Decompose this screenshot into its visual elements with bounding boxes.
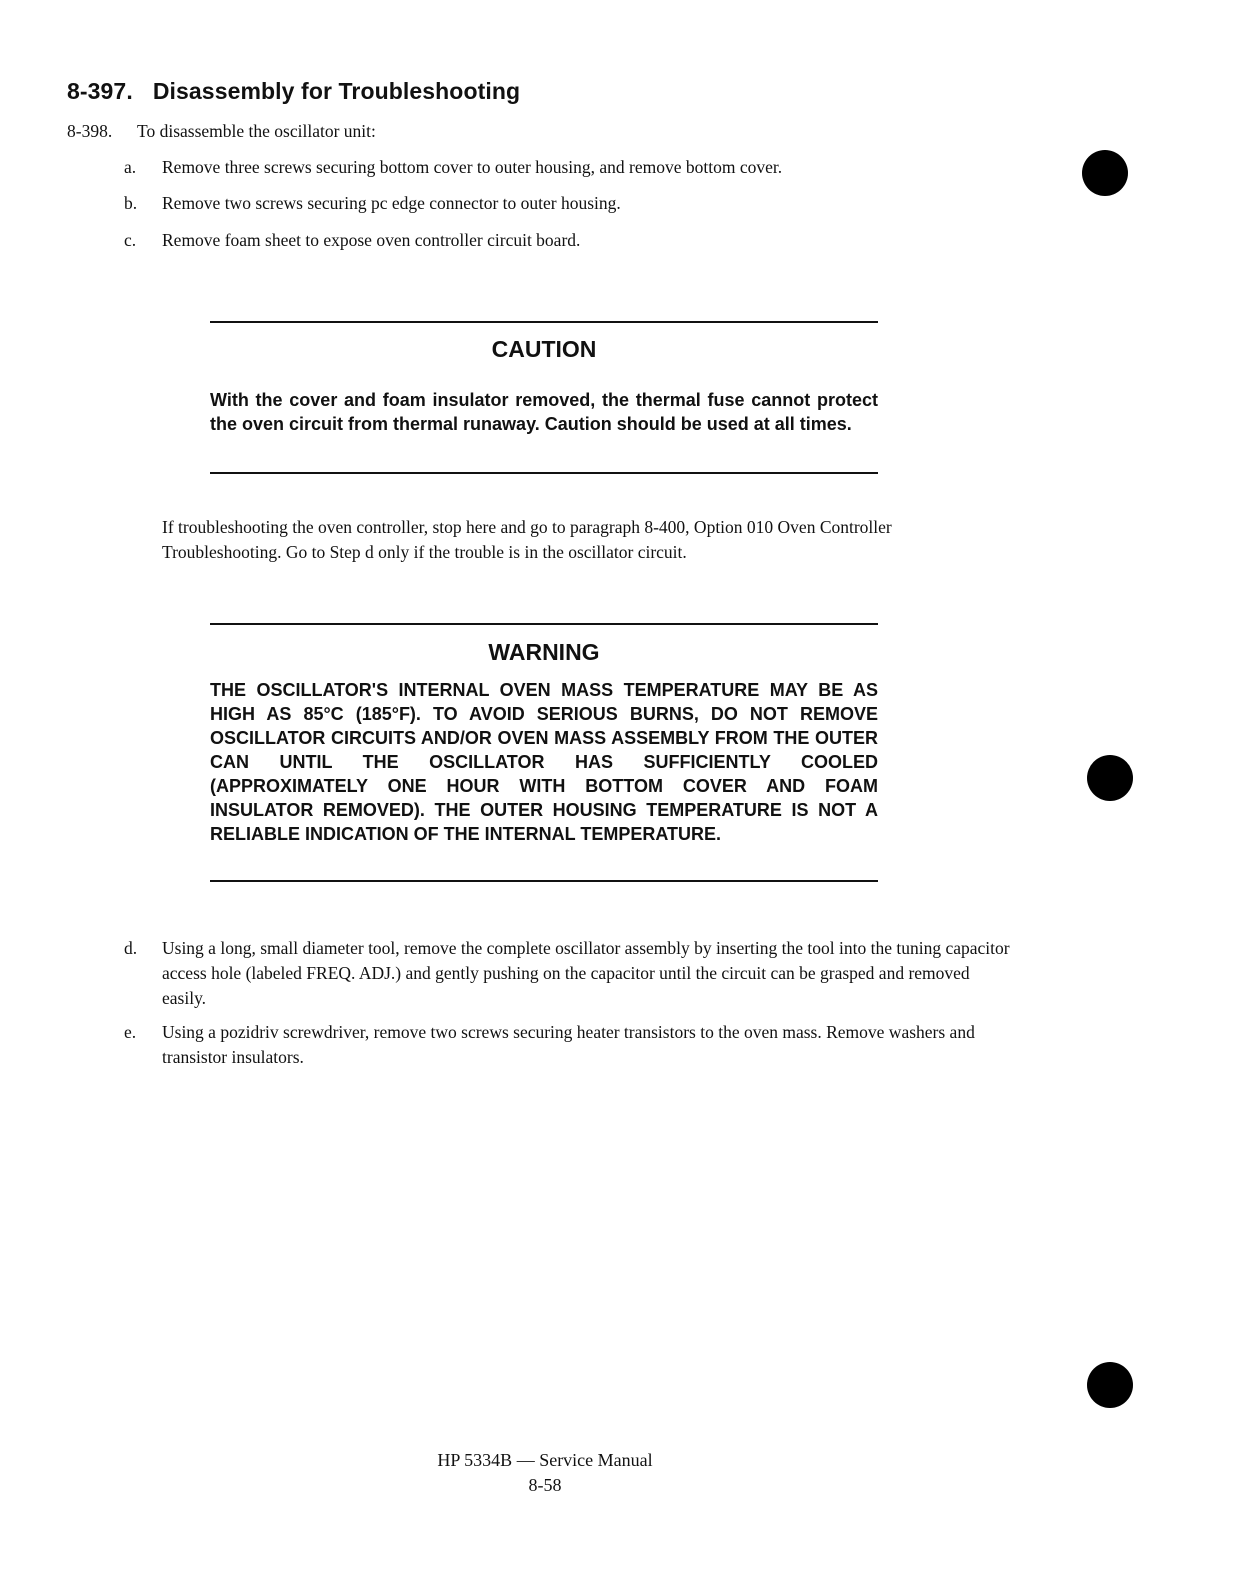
step-b <box>124 191 1062 216</box>
step-text: Remove foam sheet to expose oven controller circuit board. <box>162 230 581 250</box>
step-a <box>124 155 1062 180</box>
binder-hole <box>1087 755 1133 801</box>
binder-hole <box>1082 150 1128 196</box>
warning-bottom-rule <box>210 880 878 882</box>
warning-body: THE OSCILLATOR'S INTERNAL OVEN MASS TEMPERATURE MAY BE AS HIGH AS 85°C (185°F). TO AVOID SERIOUS BURNS, DO NOT REMOVE OSCILLATOR CIRCUITS AND/OR OVEN MASS ASSEMBLY FROM THE OUTER CAN UNTIL THE OSCILLATOR HAS SUFFICIENTLY COOLED (APPROXIMATELY ONE HOUR WITH BOTTOM COVER AND FOAM INSULATOR REMOVED). THE OUTER HOUSING TEMPERATURE IS NOT A RELIABLE INDICATION OF THE INTERNAL TEMPERATURE. <box>210 680 878 844</box>
step-label: b. <box>124 193 138 213</box>
intro-paragraph <box>67 119 376 144</box>
page-footer <box>0 1448 1090 1498</box>
section-heading <box>67 78 520 105</box>
step-text: Using a long, small diameter tool, remove the complete oscillator assembly by inserting the tool into the tuning capacitor access hole (labeled FREQ. ADJ.) and gently pushing on the capacitor until the circuit can be grasped and removed easily. <box>162 938 1010 1008</box>
step-label: e. <box>124 1022 137 1042</box>
page-number: 8-58 <box>528 1475 562 1495</box>
step-e <box>124 1020 1012 1070</box>
troubleshooting-note: If troubleshooting the oven controller, stop here and go to paragraph 8-400, Option 010 Oven Controller Troubleshooting. Go to Step d only if the trouble is in the oscillator circuit. <box>162 517 892 562</box>
caution-title: CAUTION <box>491 336 597 362</box>
intro-text: To disassemble the oscillator unit: <box>137 121 376 141</box>
caution-body: With the cover and foam insulator removed, the thermal fuse cannot protect the oven circuit from thermal runaway. Caution should be used at all times. <box>210 390 878 434</box>
step-label: d. <box>124 938 138 958</box>
section-number: 8-397. <box>67 78 133 104</box>
section-title: Disassembly for Troubleshooting <box>152 78 521 104</box>
binder-hole <box>1087 1362 1133 1408</box>
caution-top-rule <box>210 321 878 323</box>
step-d <box>124 936 1012 1011</box>
warning-title: WARNING <box>488 639 600 665</box>
paragraph-number: 8-398. <box>67 121 113 141</box>
step-c <box>124 228 1062 253</box>
step-label: c. <box>124 230 137 250</box>
step-text: Remove two screws securing pc edge connector to outer housing. <box>162 193 621 213</box>
step-label: a. <box>124 157 137 177</box>
step-text: Remove three screws securing bottom cover to outer housing, and remove bottom cover. <box>162 157 783 177</box>
warning-top-rule <box>210 623 878 625</box>
caution-bottom-rule <box>210 472 878 474</box>
manual-title: HP 5334B — Service Manual <box>437 1450 653 1470</box>
step-text: Using a pozidriv screwdriver, remove two screws securing heater transistors to the oven mass. Remove washers and transistor insulators. <box>162 1022 975 1067</box>
